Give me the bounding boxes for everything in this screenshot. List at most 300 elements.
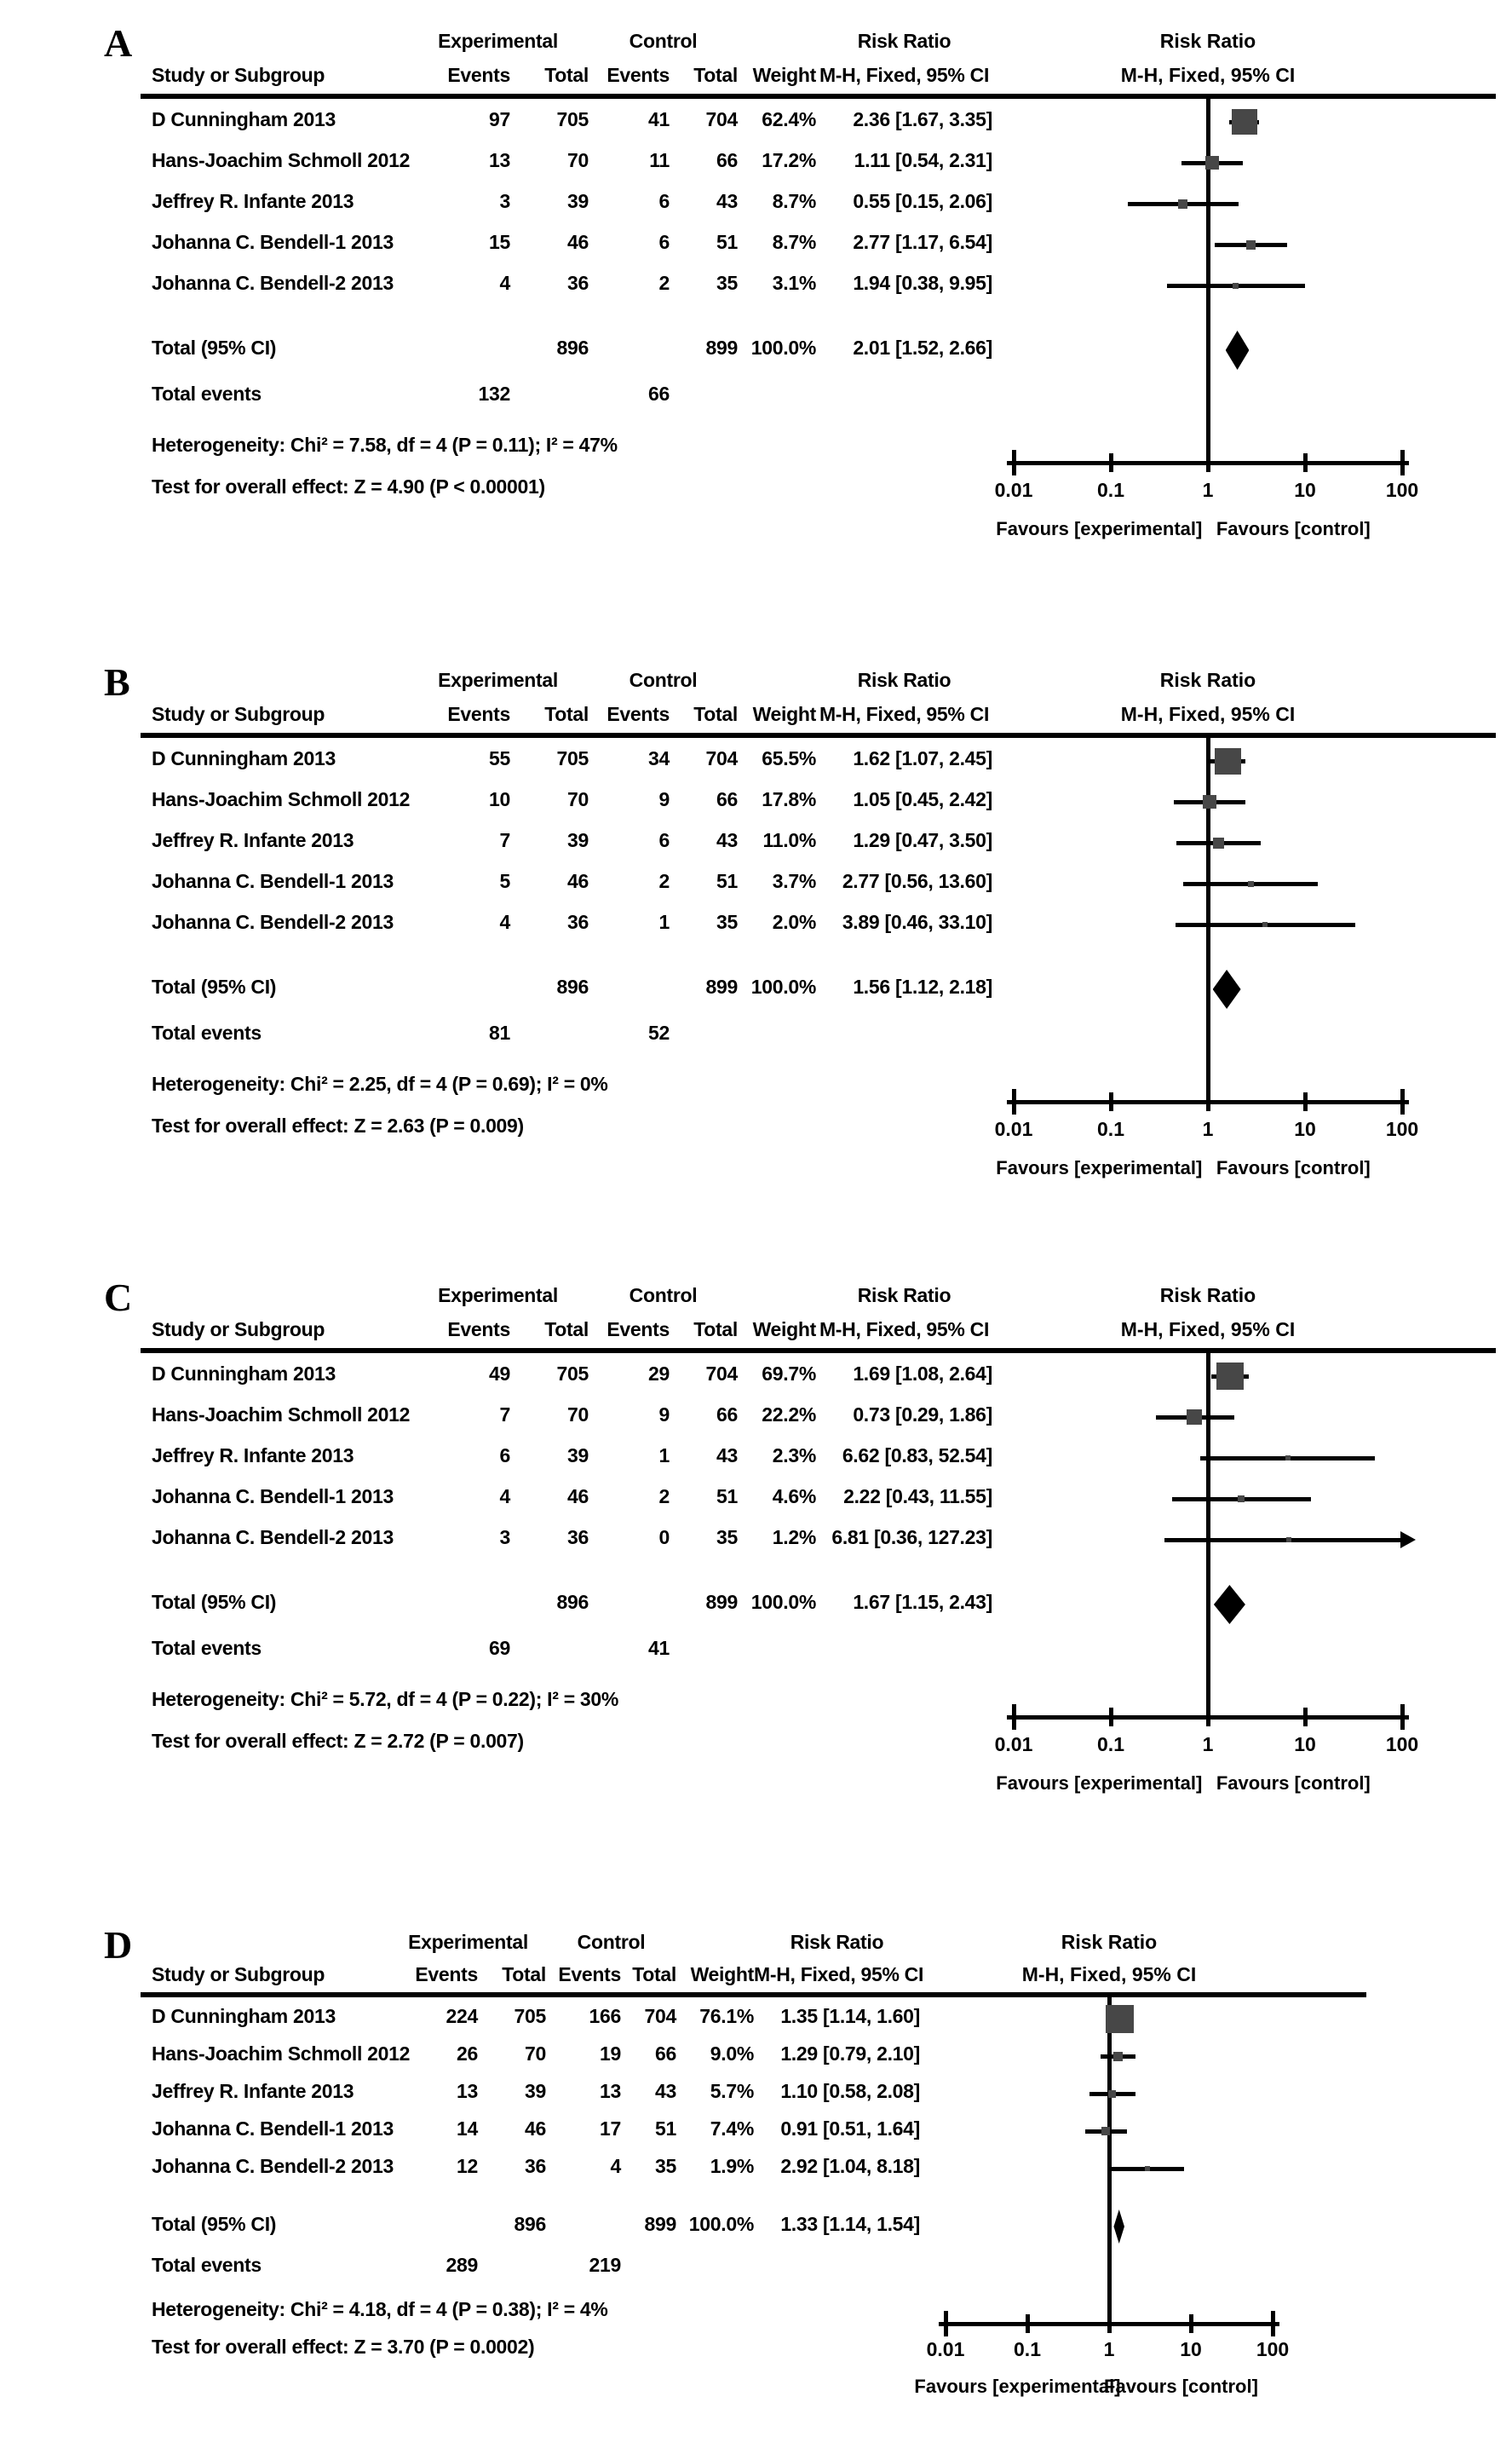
ctl-total-value: 43 [716,1443,738,1466]
total-label: Total (95% CI) [152,2212,277,2235]
exp-total-column-header: Total [544,1317,589,1340]
ci-text-value: 6.62 [0.83, 52.54] [842,1443,992,1466]
ci-text-value: 2.77 [1.17, 6.54] [853,230,992,253]
x-axis-tick-label: 0.01 [994,1118,1033,1140]
no-effect-line [1107,1992,1112,2325]
x-axis-tick [1012,1089,1016,1115]
weight-column-header: Weight [752,63,816,86]
effect-size-marker [1187,1409,1202,1425]
control-group-header: Control [629,1283,698,1306]
exp-events-value: 7 [499,1403,510,1426]
exp-total-value: 36 [567,271,589,294]
total-events-experimental: 81 [489,1021,510,1044]
total-ctl-total: 899 [705,975,738,998]
effect-size-marker [1101,2127,1110,2135]
exp-total-value: 39 [567,1443,589,1466]
ctl-events-value: 29 [648,1362,670,1385]
x-axis-tick [1107,2314,1112,2333]
panel-label: C [104,1276,133,1319]
exp-events-value: 224 [446,2004,478,2027]
ctl-events-value: 6 [658,828,670,851]
ctl-total-value: 66 [655,2042,676,2065]
ci-line [1164,1538,1402,1542]
weight-value: 69.7% [762,1362,816,1385]
effect-size-marker [1145,2166,1150,2171]
study-name: Johanna C. Bendell-1 2013 [152,869,394,892]
effect-size-marker [1106,2005,1134,2033]
ci-text-value: 1.11 [0.54, 2.31] [854,148,992,171]
x-axis-tick [1189,2314,1193,2333]
weight-column-header: Weight [690,1962,754,1985]
effect-size-marker [1246,240,1256,250]
plot-area [0,1916,1512,2435]
x-axis-tick-label: 100 [1256,2338,1290,2360]
forest-panel [0,14,1512,578]
ctl-events-value: 1 [658,910,670,933]
ci-text-value: 2.22 [0.43, 11.55] [843,1484,992,1507]
effect-size-marker [1215,748,1241,775]
ctl-total-value: 43 [655,2079,676,2102]
control-group-header: Control [629,668,698,691]
heterogeneity-text: Heterogeneity: Chi² = 7.58, df = 4 (P = 0.11); I² = 47% [152,434,618,456]
exp-events-value: 15 [489,230,510,253]
exp-events-value: 10 [489,787,510,810]
study-name: Jeffrey R. Infante 2013 [152,189,354,212]
study-name: Johanna C. Bendell-2 2013 [152,1525,394,1548]
total-diamond [1214,1585,1245,1624]
exp-events-value: 5 [499,869,510,892]
effect-size-marker [1248,881,1254,887]
plot-mh-fixed-header: M-H, Fixed, 95% CI [1120,63,1296,86]
ctl-total-value: 35 [655,2154,676,2177]
total-weight: 100.0% [750,336,816,359]
effect-size-marker [1216,1363,1244,1390]
ctl-total-column-header: Total [693,1317,738,1340]
plot-area [0,653,1512,1217]
no-effect-line [1206,94,1210,464]
effect-size-marker [1205,156,1219,170]
exp-total-column-header: Total [544,702,589,725]
mh-fixed-column-header: M-H, Fixed, 95% CI [819,1317,990,1340]
x-axis-tick-label: 0.01 [994,1733,1033,1755]
exp-total-value: 705 [556,1362,589,1385]
total-events-label: Total events [152,1021,262,1044]
ctl-total-value: 35 [716,910,738,933]
x-axis-tick-label: 10 [1180,2338,1202,2360]
total-weight: 100.0% [750,975,816,998]
total-diamond [1213,970,1241,1009]
ci-text-value: 3.89 [0.46, 33.10] [842,910,992,933]
exp-total-value: 70 [567,1403,589,1426]
ci-text-value: 1.05 [0.45, 2.42] [853,787,992,810]
x-axis-tick [1026,2314,1030,2333]
experimental-group-header: Experimental [408,1930,528,1953]
x-axis-tick-label: 1 [1103,2338,1115,2360]
ctl-total-column-header: Total [693,702,738,725]
exp-total-value: 705 [514,2004,546,2027]
weight-value: 65.5% [762,746,816,769]
study-name: D Cunningham 2013 [152,107,336,130]
x-axis-tick [1271,2311,1275,2336]
ctl-total-column-header: Total [632,1962,676,1985]
total-diamond [1226,331,1250,370]
ci-text-value: 1.29 [0.47, 3.50] [853,828,992,851]
study-name: Johanna C. Bendell-2 2013 [152,2154,394,2177]
favours-experimental-label: Favours [experimental] [914,2376,1121,2397]
ctl-total-value: 43 [716,828,738,851]
exp-events-column-header: Events [447,702,510,725]
effect-size-marker [1108,2090,1116,2098]
ctl-events-value: 9 [658,1403,670,1426]
study-name: Johanna C. Bendell-1 2013 [152,2117,394,2140]
favours-experimental-label: Favours [experimental] [996,1772,1203,1794]
exp-total-value: 70 [525,2042,546,2065]
x-axis-tick-label: 1 [1202,1118,1214,1140]
ctl-total-value: 51 [716,1484,738,1507]
ctl-total-value: 66 [716,787,738,810]
total-weight: 100.0% [750,1590,816,1613]
total-label: Total (95% CI) [152,336,277,359]
risk-ratio-column-header: Risk Ratio [857,668,951,691]
ci-text-value: 1.94 [0.38, 9.95] [853,271,992,294]
exp-total-value: 36 [567,1525,589,1548]
exp-total-value: 46 [567,1484,589,1507]
effect-size-marker [1178,199,1187,209]
study-column-header: Study or Subgroup [152,1962,325,1985]
plot-mh-fixed-header: M-H, Fixed, 95% CI [1120,702,1296,725]
exp-total-value: 36 [525,2154,546,2177]
exp-total-value: 705 [556,746,589,769]
ctl-total-value: 43 [716,189,738,212]
total-events-control: 52 [648,1021,670,1044]
ci-arrow-right [1400,1531,1416,1548]
effect-size-marker [1113,2052,1123,2061]
weight-value: 1.2% [772,1525,816,1548]
total-ci-text: 1.33 [1.14, 1.54] [780,2212,920,2235]
weight-column-header: Weight [752,702,816,725]
ctl-events-value: 2 [658,1484,670,1507]
x-axis-tick [1012,450,1016,475]
exp-total-column-header: Total [502,1962,546,1985]
effect-size-marker [1233,283,1239,289]
ctl-events-value: 0 [658,1525,670,1548]
ctl-events-column-header: Events [607,63,670,86]
study-name: Jeffrey R. Infante 2013 [152,1443,354,1466]
exp-total-value: 39 [567,189,589,212]
exp-events-value: 97 [489,107,510,130]
weight-value: 1.9% [710,2154,754,2177]
total-ci-text: 1.56 [1.12, 2.18] [853,975,992,998]
no-effect-line [1206,1348,1210,1719]
ctl-total-value: 51 [716,230,738,253]
ctl-total-value: 35 [716,271,738,294]
ctl-events-column-header: Events [607,1317,670,1340]
exp-events-value: 14 [457,2117,478,2140]
weight-value: 5.7% [710,2079,754,2102]
study-name: Johanna C. Bendell-1 2013 [152,1484,394,1507]
exp-total-column-header: Total [544,63,589,86]
ci-text-value: 2.92 [1.04, 8.18] [780,2154,920,2177]
weight-value: 7.4% [710,2117,754,2140]
ctl-total-value: 51 [655,2117,676,2140]
x-axis-tick-label: 0.01 [994,479,1033,501]
study-name: Johanna C. Bendell-1 2013 [152,230,394,253]
exp-events-column-header: Events [415,1962,478,1985]
weight-value: 3.1% [772,271,816,294]
ci-text-value: 0.91 [0.51, 1.64] [780,2117,920,2140]
weight-value: 4.6% [772,1484,816,1507]
ci-text-value: 6.81 [0.36, 127.23] [831,1525,992,1548]
study-column-header: Study or Subgroup [152,63,325,86]
plot-risk-ratio-header: Risk Ratio [1159,668,1256,691]
forest-panel [0,1916,1512,2435]
exp-total-value: 36 [567,910,589,933]
heterogeneity-text: Heterogeneity: Chi² = 4.18, df = 4 (P = 0.38); I² = 4% [152,2298,608,2320]
total-ci-text: 2.01 [1.52, 2.66] [853,336,992,359]
ctl-events-value: 4 [610,2154,621,2177]
exp-events-value: 4 [499,910,510,933]
ctl-events-value: 2 [658,271,670,294]
ctl-events-value: 6 [658,189,670,212]
weight-value: 9.0% [710,2042,754,2065]
total-events-experimental: 132 [478,382,510,405]
weight-value: 76.1% [699,2004,754,2027]
ctl-events-value: 11 [649,148,670,171]
effect-size-marker [1262,922,1268,927]
risk-ratio-column-header: Risk Ratio [857,29,951,52]
favours-experimental-label: Favours [experimental] [996,518,1203,539]
ci-text-value: 1.29 [0.79, 2.10] [780,2042,920,2065]
study-column-header: Study or Subgroup [152,1317,325,1340]
ctl-events-value: 9 [658,787,670,810]
x-axis-tick-label: 1 [1202,1733,1214,1755]
heterogeneity-text: Heterogeneity: Chi² = 5.72, df = 4 (P = 0.22); I² = 30% [152,1688,619,1710]
exp-total-value: 39 [567,828,589,851]
plot-risk-ratio-header: Risk Ratio [1159,1283,1256,1306]
risk-ratio-column-header: Risk Ratio [790,1930,884,1953]
study-name: Hans-Joachim Schmoll 2012 [152,2042,411,2065]
ctl-events-column-header: Events [607,702,670,725]
total-events-label: Total events [152,2253,262,2276]
total-label: Total (95% CI) [152,975,277,998]
exp-events-value: 55 [489,746,510,769]
ci-text-value: 1.69 [1.08, 2.64] [853,1362,992,1385]
ctl-events-value: 17 [600,2117,621,2140]
panel-label: A [104,21,133,65]
effect-size-marker [1286,1537,1291,1542]
exp-events-value: 12 [457,2154,478,2177]
study-name: D Cunningham 2013 [152,2004,336,2027]
ctl-total-value: 704 [705,107,738,130]
x-axis-tick [1400,1704,1405,1730]
ctl-total-value: 35 [716,1525,738,1548]
x-axis-tick [944,2311,948,2336]
overall-effect-text: Test for overall effect: Z = 2.72 (P = 0.007) [152,1730,524,1752]
ctl-events-value: 1 [658,1443,670,1466]
x-axis-tick [1303,1708,1308,1726]
ctl-events-column-header: Events [558,1962,621,1985]
ci-text-value: 2.36 [1.67, 3.35] [853,107,992,130]
exp-events-value: 49 [489,1362,510,1385]
study-name: Jeffrey R. Infante 2013 [152,828,354,851]
ctl-events-value: 13 [600,2079,621,2102]
heterogeneity-text: Heterogeneity: Chi² = 2.25, df = 4 (P = 0.69); I² = 0% [152,1073,608,1095]
weight-value: 8.7% [772,230,816,253]
ci-text-value: 1.35 [1.14, 1.60] [780,2004,920,2027]
plot-mh-fixed-header: M-H, Fixed, 95% CI [1021,1962,1197,1985]
exp-total-value: 46 [567,869,589,892]
total-events-control: 219 [589,2253,621,2276]
total-events-control: 41 [648,1636,670,1659]
weight-value: 62.4% [762,107,816,130]
exp-total-value: 46 [567,230,589,253]
overall-effect-text: Test for overall effect: Z = 3.70 (P = 0.0002) [152,2336,535,2358]
total-events-experimental: 289 [446,2253,478,2276]
total-events-control: 66 [648,382,670,405]
x-axis-tick-label: 0.1 [1097,479,1124,501]
ci-text-value: 0.55 [0.15, 2.06] [853,189,992,212]
exp-events-value: 13 [457,2079,478,2102]
x-axis-tick-label: 1 [1202,479,1214,501]
total-exp-total: 896 [556,1590,589,1613]
effect-size-marker [1203,795,1216,809]
ctl-total-column-header: Total [693,63,738,86]
ctl-events-value: 41 [648,107,670,130]
no-effect-line [1206,733,1210,1103]
experimental-group-header: Experimental [438,1283,558,1306]
study-name: Hans-Joachim Schmoll 2012 [152,787,411,810]
total-events-label: Total events [152,1636,262,1659]
ctl-total-value: 704 [705,1362,738,1385]
exp-total-value: 70 [567,787,589,810]
x-axis-tick-label: 10 [1294,1733,1316,1755]
exp-events-value: 3 [499,1525,510,1548]
experimental-group-header: Experimental [438,668,558,691]
total-exp-total: 896 [556,336,589,359]
forest-panel [0,1268,1512,1832]
exp-events-value: 13 [489,148,510,171]
total-diamond [1113,2209,1124,2244]
exp-total-value: 46 [525,2117,546,2140]
study-name: D Cunningham 2013 [152,746,336,769]
exp-total-value: 39 [525,2079,546,2102]
exp-events-value: 4 [499,271,510,294]
x-axis-tick [1109,453,1113,472]
ci-text-value: 1.10 [0.58, 2.08] [780,2079,920,2102]
weight-value: 22.2% [762,1403,816,1426]
exp-events-column-header: Events [447,63,510,86]
x-axis-tick [1012,1704,1016,1730]
total-ctl-total: 899 [644,2212,676,2235]
exp-events-value: 4 [499,1484,510,1507]
control-group-header: Control [577,1930,646,1953]
ctl-events-value: 2 [658,869,670,892]
ctl-events-value: 6 [658,230,670,253]
favours-control-label: Favours [control] [1216,1772,1371,1794]
total-exp-total: 896 [514,2212,546,2235]
ctl-total-value: 66 [716,148,738,171]
plot-risk-ratio-header: Risk Ratio [1061,1930,1158,1953]
exp-events-value: 26 [457,2042,478,2065]
total-ctl-total: 899 [705,336,738,359]
weight-value: 2.3% [772,1443,816,1466]
x-axis-tick-label: 100 [1385,1733,1419,1755]
x-axis-tick [1206,1708,1210,1726]
overall-effect-text: Test for overall effect: Z = 2.63 (P = 0.009) [152,1115,524,1137]
x-axis-tick [1400,1089,1405,1115]
effect-size-marker [1238,1495,1245,1502]
study-name: D Cunningham 2013 [152,1362,336,1385]
panel-label: D [104,1923,133,1967]
ctl-events-value: 34 [648,746,670,769]
control-group-header: Control [629,29,698,52]
plot-area [0,1268,1512,1832]
ctl-total-value: 704 [705,746,738,769]
total-events-experimental: 69 [489,1636,510,1659]
panel-label: B [104,660,130,704]
weight-value: 3.7% [772,869,816,892]
ci-text-value: 2.77 [0.56, 13.60] [842,869,992,892]
study-name: Jeffrey R. Infante 2013 [152,2079,354,2102]
favours-control-label: Favours [control] [1216,1157,1371,1178]
x-axis-tick [1109,1092,1113,1111]
risk-ratio-column-header: Risk Ratio [857,1283,951,1306]
effect-size-marker [1232,109,1257,135]
x-axis-tick [1303,453,1308,472]
x-axis-tick [1109,1708,1113,1726]
weight-value: 8.7% [772,189,816,212]
x-axis-tick [1206,453,1210,472]
x-axis-tick [1303,1092,1308,1111]
ctl-events-value: 19 [600,2042,621,2065]
exp-total-value: 70 [567,148,589,171]
exp-events-value: 6 [499,1443,510,1466]
favours-control-label: Favours [control] [1104,2376,1258,2397]
weight-value: 2.0% [772,910,816,933]
mh-fixed-column-header: M-H, Fixed, 95% CI [754,1962,924,1985]
weight-value: 17.2% [762,148,816,171]
weight-column-header: Weight [752,1317,816,1340]
total-weight: 100.0% [688,2212,754,2235]
ctl-events-value: 166 [589,2004,621,2027]
study-name: Johanna C. Bendell-2 2013 [152,271,394,294]
ctl-total-value: 66 [716,1403,738,1426]
exp-events-value: 7 [499,828,510,851]
mh-fixed-column-header: M-H, Fixed, 95% CI [819,63,990,86]
total-exp-total: 896 [556,975,589,998]
weight-value: 11.0% [762,828,816,851]
ctl-total-value: 51 [716,869,738,892]
mh-fixed-column-header: M-H, Fixed, 95% CI [819,702,990,725]
x-axis-tick-label: 0.1 [1097,1733,1124,1755]
plot-mh-fixed-header: M-H, Fixed, 95% CI [1120,1317,1296,1340]
exp-events-column-header: Events [447,1317,510,1340]
total-ci-text: 1.67 [1.15, 2.43] [853,1590,992,1613]
total-ctl-total: 899 [705,1590,738,1613]
favours-control-label: Favours [control] [1216,518,1371,539]
x-axis-tick-label: 0.1 [1014,2338,1041,2360]
exp-events-value: 3 [499,189,510,212]
study-name: Hans-Joachim Schmoll 2012 [152,1403,411,1426]
study-column-header: Study or Subgroup [152,702,325,725]
x-axis-tick-label: 10 [1294,479,1316,501]
effect-size-marker [1285,1455,1291,1460]
effect-size-marker [1213,838,1224,849]
exp-total-value: 705 [556,107,589,130]
x-axis-tick-label: 100 [1385,1118,1419,1140]
x-axis-tick [1206,1092,1210,1111]
ci-text-value: 1.62 [1.07, 2.45] [853,746,992,769]
